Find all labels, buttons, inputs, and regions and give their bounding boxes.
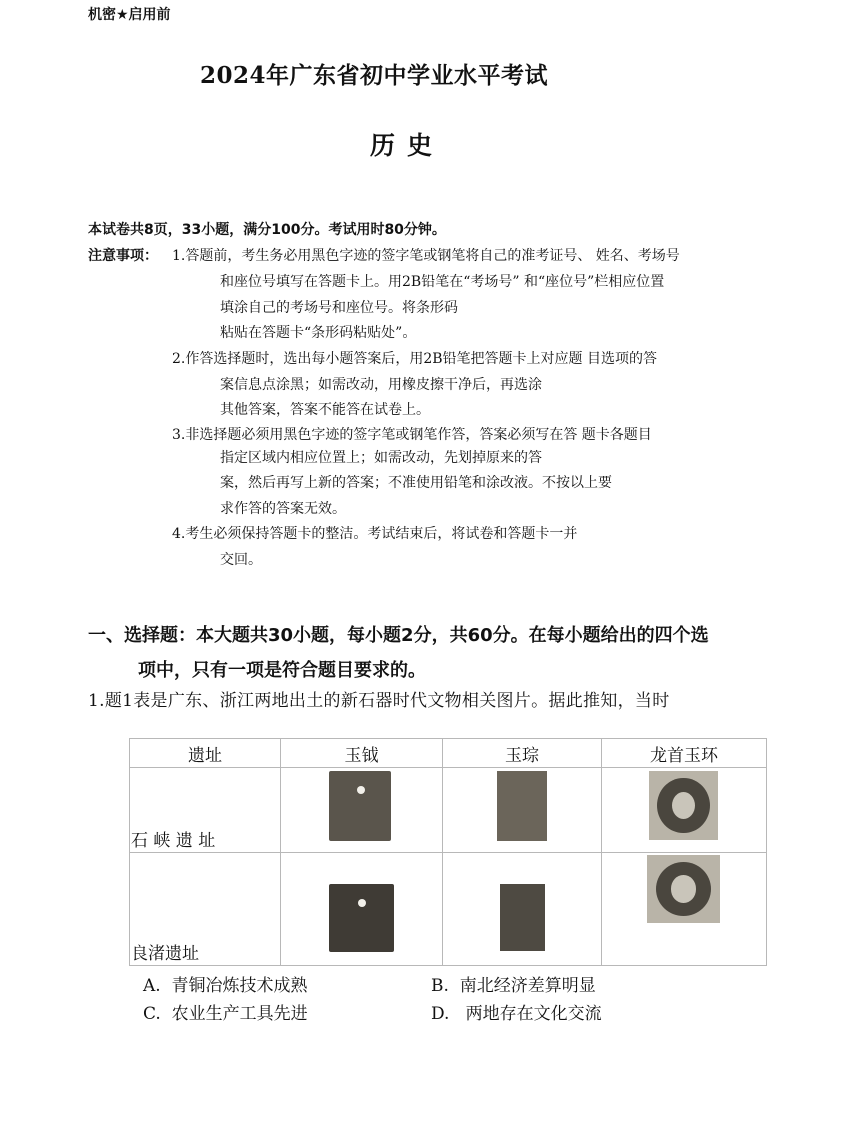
subject-title: 历史 bbox=[370, 131, 445, 160]
table-header-row bbox=[130, 739, 767, 768]
note-line: 4.考生必须保持答题卡的整洁。考试结束后，将试卷和答题卡一并 bbox=[172, 526, 578, 542]
header-site: 遗址 bbox=[130, 739, 281, 768]
site-name: 良渚遗址 bbox=[131, 944, 199, 964]
option-c: C. 农业生产工具先进 bbox=[143, 1004, 308, 1024]
note-line: 案，然后再写上新的答案；不准使用铅笔和涂改液。不按以上要 bbox=[220, 475, 612, 491]
option-a: A. 青铜冶炼技术成熟 bbox=[143, 976, 308, 996]
note-line: 粘贴在答题卡“条形码粘贴处”。 bbox=[220, 325, 417, 341]
note-line: 1.答题前，考生务必用黑色字迹的签字笔或钢笔将自己的准考证号、 姓名、考场号 bbox=[172, 248, 680, 264]
note-line: 3.非选择题必须用黑色字迹的签字笔或钢笔作答，答案必须写在答 题卡各题目 bbox=[172, 427, 652, 443]
table-row bbox=[130, 768, 767, 853]
table-row bbox=[130, 853, 767, 966]
header-dragon-ring: 龙首玉环 bbox=[602, 739, 767, 768]
note-line: 填涂自己的考场号和座位号。将条形码 bbox=[220, 300, 458, 316]
note-line: 交回。 bbox=[220, 552, 262, 568]
site-name: 石 峡 遗 址 bbox=[131, 831, 216, 851]
dragon-ring-photo bbox=[647, 855, 720, 923]
photo-cell bbox=[281, 853, 443, 966]
note-line: 其他答案，答案不能答在试卷上。 bbox=[220, 402, 430, 418]
section-heading: 一、选择题：本大题共30小题，每小题2分，共60分。在每小题给出的四个选 bbox=[88, 625, 709, 646]
note-line: 2.作答选择题时，选出每小题答案后，用2B铅笔把答题卡上对应题 目选项的答 bbox=[172, 351, 658, 367]
note-line: 和座位号填写在答题卡上。用2B铅笔在“考场号” 和“座位号”栏相应位置 bbox=[220, 274, 665, 290]
photo-cell bbox=[281, 768, 443, 853]
section-heading-continued: 项中，只有一项是符合题目要求的。 bbox=[138, 660, 426, 681]
header-jade-cong: 玉琮 bbox=[443, 739, 602, 768]
note-line: 指定区域内相应位置上；如需改动，先划掉原来的答 bbox=[220, 450, 542, 466]
confidential-label: 机密★启用前 bbox=[88, 7, 171, 23]
photo-cell bbox=[443, 853, 602, 966]
header-jade-axe: 玉钺 bbox=[281, 739, 443, 768]
photo-cell bbox=[602, 768, 767, 853]
jade-cong-photo bbox=[497, 771, 547, 841]
option-b: B. 南北经济差算明显 bbox=[431, 976, 596, 996]
question-1-stem: 1.题1表是广东、浙江两地出土的新石器时代文物相关图片。据此推知，当时 bbox=[88, 691, 670, 711]
dragon-ring-photo bbox=[649, 771, 718, 840]
notes-label: 注意事项： bbox=[88, 248, 158, 264]
site-cell bbox=[130, 853, 281, 966]
jade-axe-photo bbox=[329, 771, 391, 841]
artifact-table bbox=[129, 738, 767, 966]
jade-cong-photo bbox=[500, 884, 545, 951]
paper-info: 本试卷共8页，33小题，满分100分。考试用时80分钟。 bbox=[88, 222, 446, 238]
photo-cell bbox=[443, 768, 602, 853]
site-cell bbox=[130, 768, 281, 853]
option-d: D. 两地存在文化交流 bbox=[431, 1004, 602, 1024]
jade-axe-photo bbox=[329, 884, 394, 952]
photo-cell bbox=[602, 853, 767, 966]
exam-title: 2024年广东省初中学业水平考试 bbox=[200, 62, 549, 89]
note-line: 求作答的答案无效。 bbox=[220, 501, 346, 517]
note-line: 案信息点涂黑；如需改动，用橡皮擦干净后，再选涂 bbox=[220, 377, 542, 393]
